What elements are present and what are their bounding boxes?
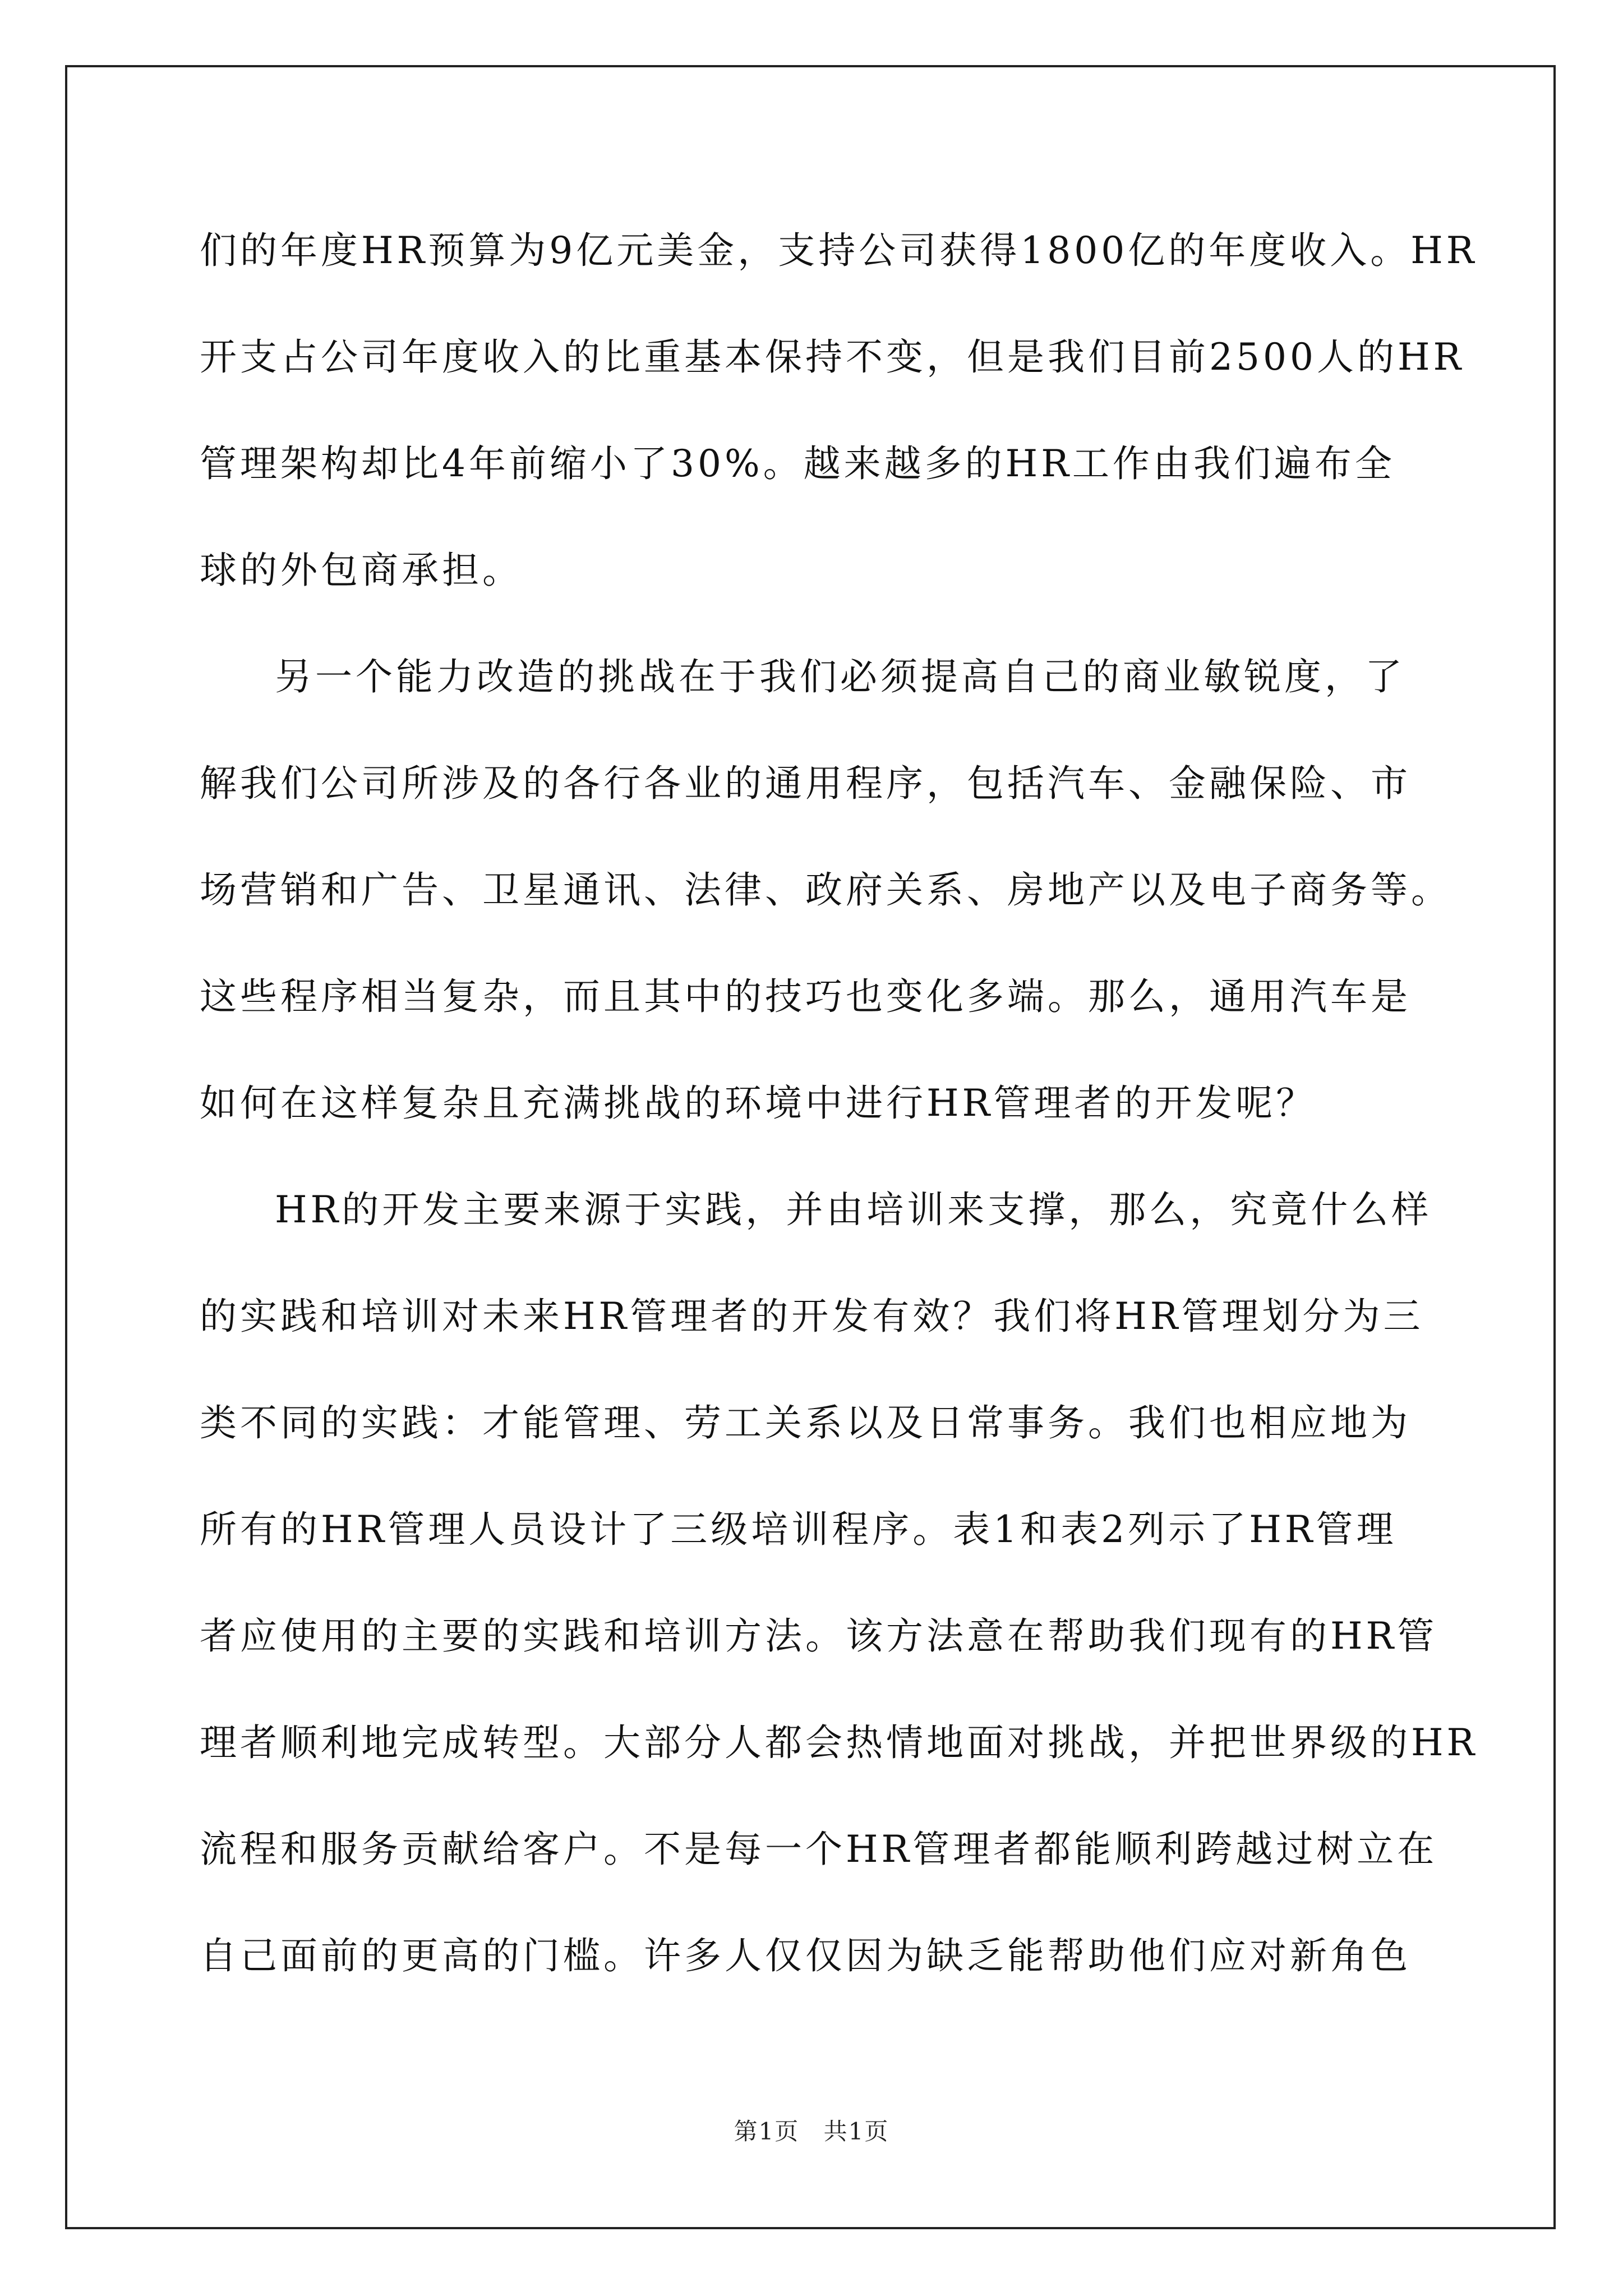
text-line: 流程和服务贡献给客户。不是每一个HR管理者都能顺利跨越过树立在	[200, 1828, 1438, 1871]
page-total: 共1页	[823, 2118, 889, 2145]
paragraph-start-line: HR的开发主要来源于实践，并由培训来支撑，那么，究竟什么样	[275, 1188, 1432, 1231]
page-footer	[0, 2115, 1623, 2148]
text-line: 自己面前的更高的门槛。许多人仅仅因为缺乏能帮助他们应对新角色	[200, 1934, 1411, 1977]
text-line: 球的外包商承担。	[200, 549, 523, 592]
text-line: 解我们公司所涉及的各行各业的通用程序，包括汽车、金融保险、市	[200, 762, 1411, 805]
text-line: 管理架构却比4年前缩小了30%。越来越多的HR工作由我们遍布全	[200, 442, 1395, 485]
text-line: 如何在这样复杂且充满挑战的环境中进行HR管理者的开发呢？	[200, 1082, 1317, 1125]
text-line: 者应使用的主要的实践和培训方法。该方法意在帮助我们现有的HR管	[200, 1614, 1438, 1658]
text-line: 的实践和培训对未来HR管理者的开发有效？我们将HR管理划分为三	[200, 1295, 1424, 1338]
text-line: 场营销和广告、卫星通讯、法律、政府关系、房地产以及电子商务等。	[200, 868, 1451, 912]
text-line: 这些程序相当复杂，而且其中的技巧也变化多端。那么，通用汽车是	[200, 975, 1411, 1018]
paragraph-start-line: 另一个能力改造的挑战在于我们必须提高自己的商业敏锐度，了	[275, 655, 1405, 698]
text-line: 类不同的实践：才能管理、劳工关系以及日常事务。我们也相应地为	[200, 1401, 1411, 1444]
text-line: 所有的HR管理人员设计了三级培训程序。表1和表2列示了HR管理	[200, 1508, 1397, 1551]
text-line: 理者顺利地完成转型。大部分人都会热情地面对挑战，并把世界级的HR	[200, 1721, 1478, 1764]
text-line: 开支占公司年度收入的比重基本保持不变，但是我们目前2500人的HR	[200, 335, 1465, 379]
page-number: 第1页	[734, 2118, 800, 2145]
text-line: 们的年度HR预算为9亿元美金，支持公司获得1800亿的年度收入。HR	[200, 229, 1478, 272]
